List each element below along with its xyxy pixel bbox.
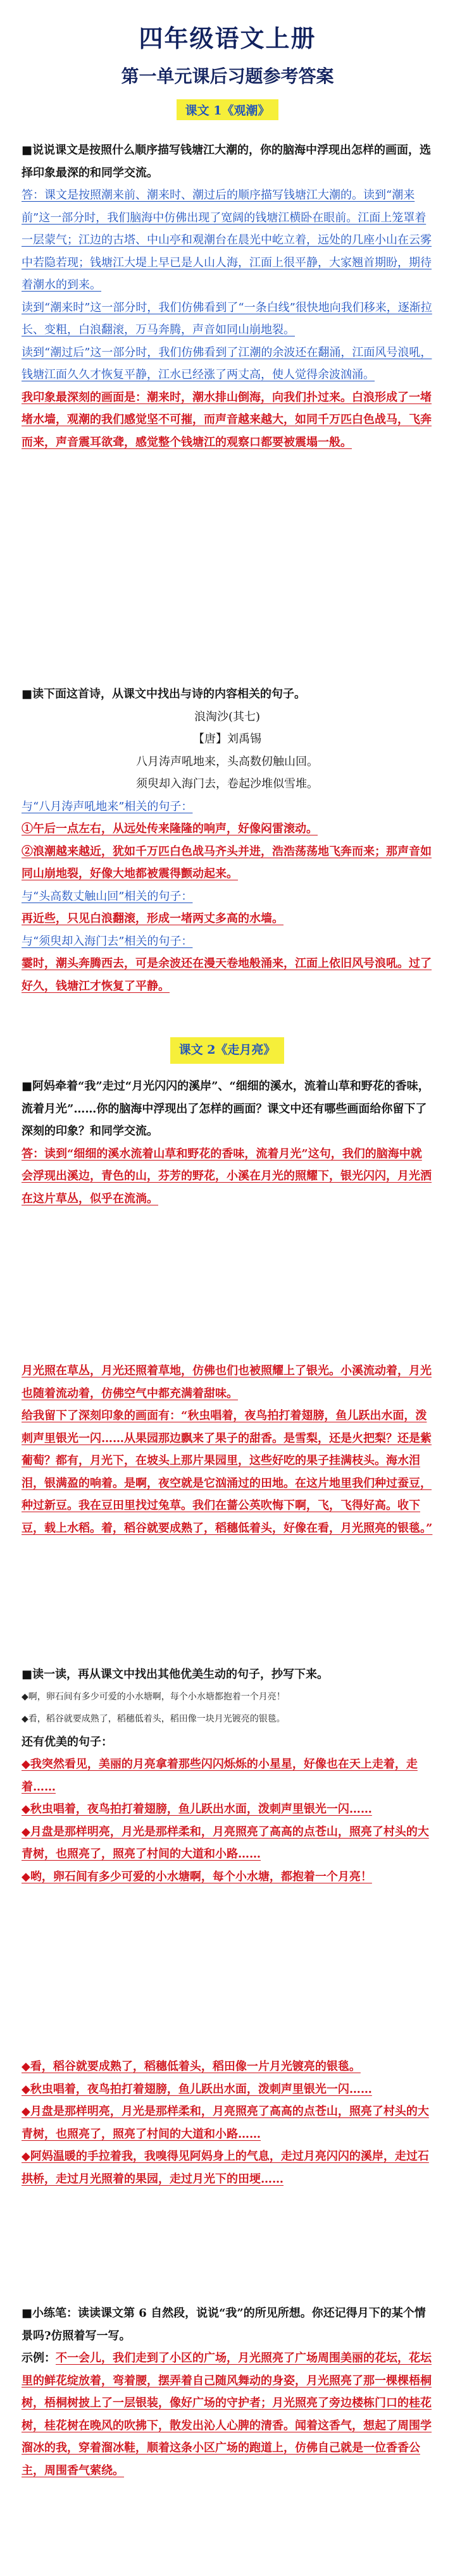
more-label: 还有优美的句子： xyxy=(22,1735,113,1749)
related-sentence: 霎时，潮头奔腾西去，可是余波还在漫天卷地般涌来，江面上依旧风号浪吼。过了好久，钱塘江才恢复了平静。 xyxy=(22,957,432,993)
answer-sentence: ◆月盘是那样明亮，月光是那样柔和，月亮照亮了高高的点苍山，照亮了村头的大青树，也照亮了，照亮了村间的大道和小路…… xyxy=(22,2105,429,2141)
example-sentence: ◆啊，卵石间有多少可爱的小水塘啊，每个小水塘都抱着一个月亮！ xyxy=(22,1691,285,1702)
answer-highlight: 月光照在草丛，月光还照着草地，仿佛也们也被照耀上了银光。小溪流动着，月光也随着流动着，仿佛空气中都充满着甜味。 xyxy=(22,1364,432,1400)
poem-author: 【唐】刘禹锡 xyxy=(193,732,261,746)
copy-sentences-section xyxy=(22,1663,433,1888)
example-block xyxy=(22,2347,433,2482)
copy-sentences-cont xyxy=(22,2055,433,2190)
lesson1-section xyxy=(22,139,433,453)
lesson1-tag: 课文 1《观潮》 xyxy=(0,99,455,120)
answer-sentence: ◆秋虫唱着，夜鸟拍打着翅膀，鱼儿跃出水面，泼刺声里银光一闪…… xyxy=(22,1803,372,1816)
related-label: 与“八月涛声吼地来”相关的句子： xyxy=(22,799,193,813)
question-2: ■读一读，再从课文中找出其他优美生动的句子，抄写下来。 xyxy=(22,1668,329,1681)
answer-sentence: ◆哟，卵石间有多少可爱的小水塘啊，每个小水塘，都抱着一个月亮！ xyxy=(22,1870,372,1883)
related-label: 与“须臾却入海门去”相关的句子： xyxy=(22,934,193,948)
question-2: ■读下面这首诗，从课文中找出与诗的内容相关的句子。 xyxy=(22,687,306,701)
answer-sentence: ◆月盘是那样明亮，月光是那样柔和，月亮照亮了高高的点苍山，照亮了村头的大青树，也照亮了，照亮了村间的大道和小路…… xyxy=(22,1825,429,1861)
answer-text: 读到“潮来时”这一部分时，我们仿佛看到了“一条白线”很快地向我们移来，逐渐拉长、变粗，白浪翻滚，万马奔腾，声音如同山崩地裂。 xyxy=(22,300,432,336)
example-label: 示例： xyxy=(22,2351,56,2365)
question-1: ■阿妈牵着“我”走过“月光闪闪的溪岸”、“细细的溪水，流着山草和野花的香味，流着月光”……你的脑海中浮现出了怎样的画面？课文中还有哪些画面给你留下了深刻的印象？和同学交流。 xyxy=(22,1080,430,1138)
example-sentence: ◆看，稻谷就要成熟了，稻穗低着头，稻田像一块月光镀亮的银毯。 xyxy=(22,1714,285,1724)
answer-sentence: ◆看，稻谷就要成熟了，稻穗低着头，稻田像一片月光镀亮的银毯。 xyxy=(22,2060,361,2073)
answer-text: 读到“潮过后”这一部分时，我们仿佛看到了江潮的余波还在翻涌，江面风号浪吼，钱塘江面久久才恢复平静，江水已经涨了两丈高，使人觉得余波汹涌。 xyxy=(22,345,432,381)
question-3: ■小练笔：读读课文第 6 自然段，说说“我”的所见所想。你还记得月下的某个情景吗?仿照着写一写。 xyxy=(22,2307,426,2343)
writing-practice-section xyxy=(22,2302,433,2482)
poem-line: 八月涛声吼地来，头高数仞触山回。 xyxy=(136,755,318,768)
related-label: 与“头高数丈触山回”相关的句子： xyxy=(22,889,193,903)
lesson2-section-cont xyxy=(22,1360,433,1539)
lesson2-tag-wrap xyxy=(22,1037,433,1064)
answer-text: 答：课文是按照潮来前、潮来时、潮过后的顺序描写钱塘江大潮的。读到“潮来前”这一部分时，我们脑海中仿佛出现了宽阔的钱塘江横卧在眼前。江面上笼罩着一层蒙气；江边的古塔、中山亭和观潮台在晨光中屹立着，远处的几座小山在云雾中若隐若现；钱塘江大堤上早已是人山人海，江面上很平静，大家翘首期盼，期待着潮水的到来。 xyxy=(22,188,432,292)
answer-highlight: 答：读到“细细的溪水流着山草和野花的香味，流着月光”这句，我们的脑海中就会浮现出溪边，青色的山，芬芳的野花，小溪在月光的照耀下，银光闪闪，月光洒在这片草丛，似乎在流淌。 xyxy=(22,1147,432,1205)
answer-highlight: 我印象最深刻的画面是：潮来时，潮水排山倒海，向我们扑过来。白浪形成了一堵堵水墙，观潮的我们感觉坚不可摧，而声音越来越大，如同千万匹白色战马，飞奔而来，声音震耳欲聋，感觉整个钱塘江的观察口都要被震塌一般。 xyxy=(22,390,432,449)
page-title: 四年级语文上册 xyxy=(139,24,316,52)
related-sentence: 再近些，只见白浪翻滚，形成一堵两丈多高的水墙。 xyxy=(22,912,284,925)
question-1: ■说说课文是按照什么顺序描写钱塘江大潮的，你的脑海中浮现出怎样的画面，选择印象最深的和同学交流。 xyxy=(22,144,432,180)
example-text: 不一会儿，我们走到了小区的广场，月光照亮了广场周围美丽的花坛，花坛里的鲜花绽放着，弯着腰，摆弄着自己随风舞动的身姿，月光照亮了那一棵棵梧桐树，梧桐树披上了一层银装，像好广场的守护者；月光照亮了旁边楼栋门口的桂花树，桂花树在晚风的吹拂下，散发出沁人心脾的清香。闻着这香气，想起了周围学溜冰的我，穿着溜冰鞋，顺着这条小区广场的跑道上，仿佛自己就是一位香香公主，周围香气萦绕。 xyxy=(22,2351,432,2477)
lesson2-tag: 课文 2《走月亮》 xyxy=(22,1037,433,1064)
answer-sentence: ◆秋虫唱着，夜鸟拍打着翅膀，鱼儿跃出水面，泼刺声里银光一闪…… xyxy=(22,2082,372,2096)
poem-section xyxy=(22,683,433,997)
related-sentence: ①午后一点左右，从远处传来隆隆的响声，好像闷雷滚动。 xyxy=(22,822,318,835)
poem-line: 须臾却入海门去，卷起沙堆似雪堆。 xyxy=(136,777,318,791)
page-subtitle: 第一单元课后习题参考答案 xyxy=(121,66,334,87)
poem-title: 浪淘沙(其七) xyxy=(194,710,261,724)
related-sentence: ②浪潮越来越近，犹如千万匹白色战马齐头并进，浩浩荡荡地飞奔而来；那声音如同山崩地裂，好像大地都被震得颤动起来。 xyxy=(22,844,432,880)
lesson2-section xyxy=(22,1075,433,1210)
answer-sentence: ◆阿妈温暖的手拉着我，我嗅得见阿妈身上的气息，走过月亮闪闪的溪岸，走过石拱桥，走过月光照着的果园，走过月光下的田埂…… xyxy=(22,2150,429,2186)
answer-highlight: 给我留下了深刻印象的画面有：“秋虫唱着，夜鸟拍打着翅膀，鱼儿跃出水面，泼刺声里银光一闪……从果园那边飘来了果子的甜香。是雪梨，还是火把梨？还是紫葡萄？都有，月光下，在坡头上那片果园里，这些好吃的果子挂满枝头。海水泪泪，银满盈的响着。是啊，夜空就是它汹涌过的田地。在这片地里我们种过蚕豆，种过新豆。我在豆田里找过兔草。我们在蔷公英吹悔下啊，飞，飞得好高。收下豆，载上水稻。着，稻谷就要成熟了，稻穗低着头，好像在看，月光照亮的银毯。” xyxy=(22,1409,433,1535)
answer-sentence: ◆我突然看见，美丽的月亮拿着那些闪闪烁烁的小星星，好像也在天上走着，走着…… xyxy=(22,1758,418,1794)
